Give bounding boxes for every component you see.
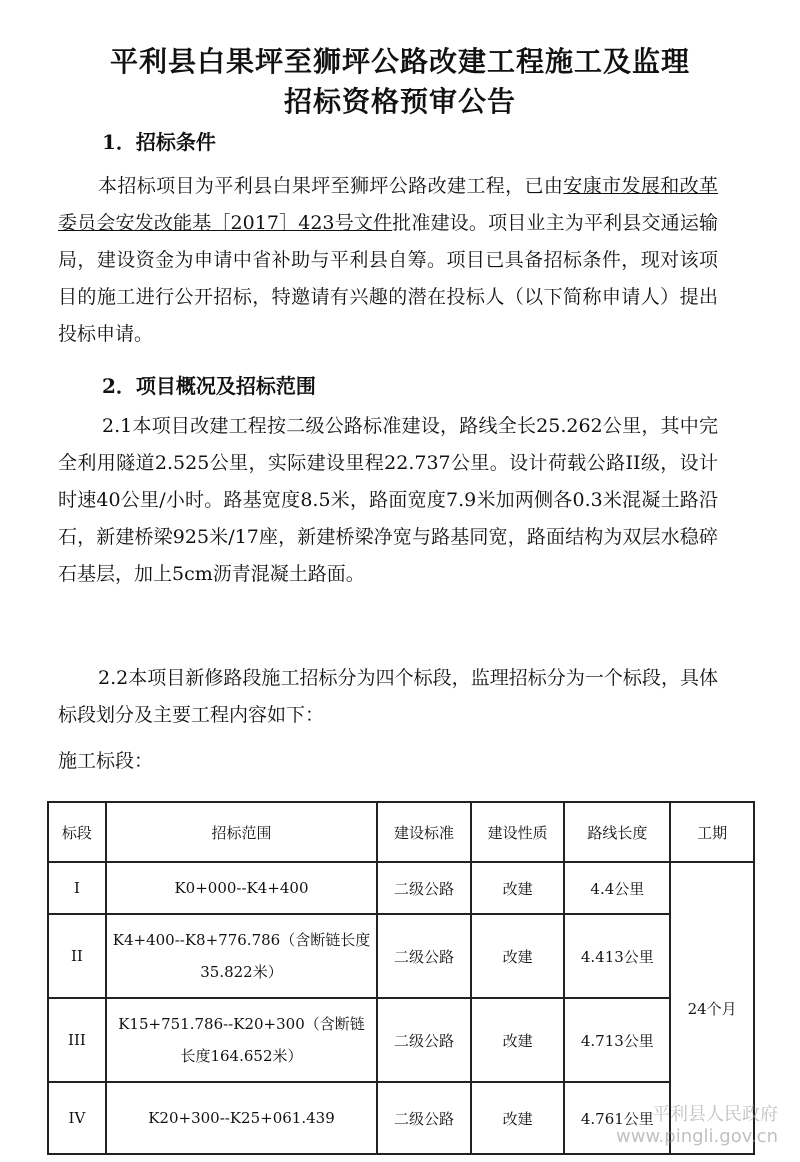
cell-section: II [48,914,106,998]
cell-length: 4.761公里 [564,1082,670,1154]
cell-length: 4.713公里 [564,998,670,1082]
cell-standard: 二级公路 [377,862,471,914]
cell-standard: 二级公路 [377,998,471,1082]
section2-heading: 2．项目概况及招标范围 [102,374,316,398]
header-standard: 建设标准 [377,802,471,862]
watermark-url: www.pingli.gov.cn [616,1126,778,1147]
header-section: 标段 [48,802,106,862]
header-nature: 建设性质 [471,802,565,862]
table-row [48,862,754,914]
watermark-name: 平利县人民政府 [652,1104,778,1125]
cell-nature: 改建 [471,862,565,914]
paragraph-2-2: 2.2本项目新修路段施工招标分为四个标段，监理招标分为一个标段，具体标段划分及主要工程内容如下： [58,667,718,726]
construction-sections-table [47,801,755,1155]
cell-standard: 二级公路 [377,914,471,998]
table-row [48,998,754,1082]
cell-section: I [48,862,106,914]
section1-paragraph [58,168,718,353]
cell-nature: 改建 [471,1082,565,1154]
approval-document-reference: 安康市发展和改革委员会安发改能基［2017］423号文件 [58,175,718,234]
cell-section: IV [48,1082,106,1154]
section1-heading: 1．招标条件 [102,130,216,154]
cell-range: K20+300--K25+061.439 [106,1082,377,1154]
cell-duration: 24个月 [670,862,754,1154]
cell-section: III [48,998,106,1082]
intro-text-before: 本招标项目为平利县白果坪至狮坪公路改建工程，已由 [98,175,564,197]
cell-nature: 改建 [471,998,565,1082]
cell-range: K15+751.786--K20+300（含断链长度164.652米） [106,998,377,1082]
cell-length: 4.4公里 [564,862,670,914]
cell-nature: 改建 [471,914,565,998]
construction-sections-label: 施工标段： [58,750,154,772]
table-header-row [48,802,754,862]
document-title-line2: 招标资格预审公告 [283,85,516,118]
header-duration: 工期 [670,802,754,862]
cell-length: 4.413公里 [564,914,670,998]
intro-text-after: 批准建设。项目业主为平利县交通运输局，建设资金为申请中省补助与平利县自筹。项目已具备招标条件，现对该项目的施工进行公开招标，特邀请有兴趣的潜在投标人（以下简称申请人）提出投标申请。 [58,212,718,345]
cell-standard: 二级公路 [377,1082,471,1154]
site-watermark [616,1104,778,1148]
document-title-line1: 平利县白果坪至狮坪公路改建工程施工及监理 [109,45,690,78]
header-length: 路线长度 [564,802,670,862]
table-row [48,914,754,998]
cell-range: K4+400--K8+776.786（含断链长度35.822米） [106,914,377,998]
paragraph-2-1: 2.1本项目改建工程按二级公路标准建设，路线全长25.262公里，其中完全利用隧道2.525公里，实际建设里程22.737公里。设计荷载公路II级，设计时速40公里/小时。路基宽度8.5米，路面宽度7.9米加两侧各0.3米混凝土路沿石，新建桥梁925米/17座，新建桥梁净宽与路基同宽，路面结构为双层水稳碎石基层，加上5cm沥青混凝土路面。 [58,415,718,585]
header-range: 招标范围 [106,802,377,862]
cell-range: K0+000--K4+400 [106,862,377,914]
